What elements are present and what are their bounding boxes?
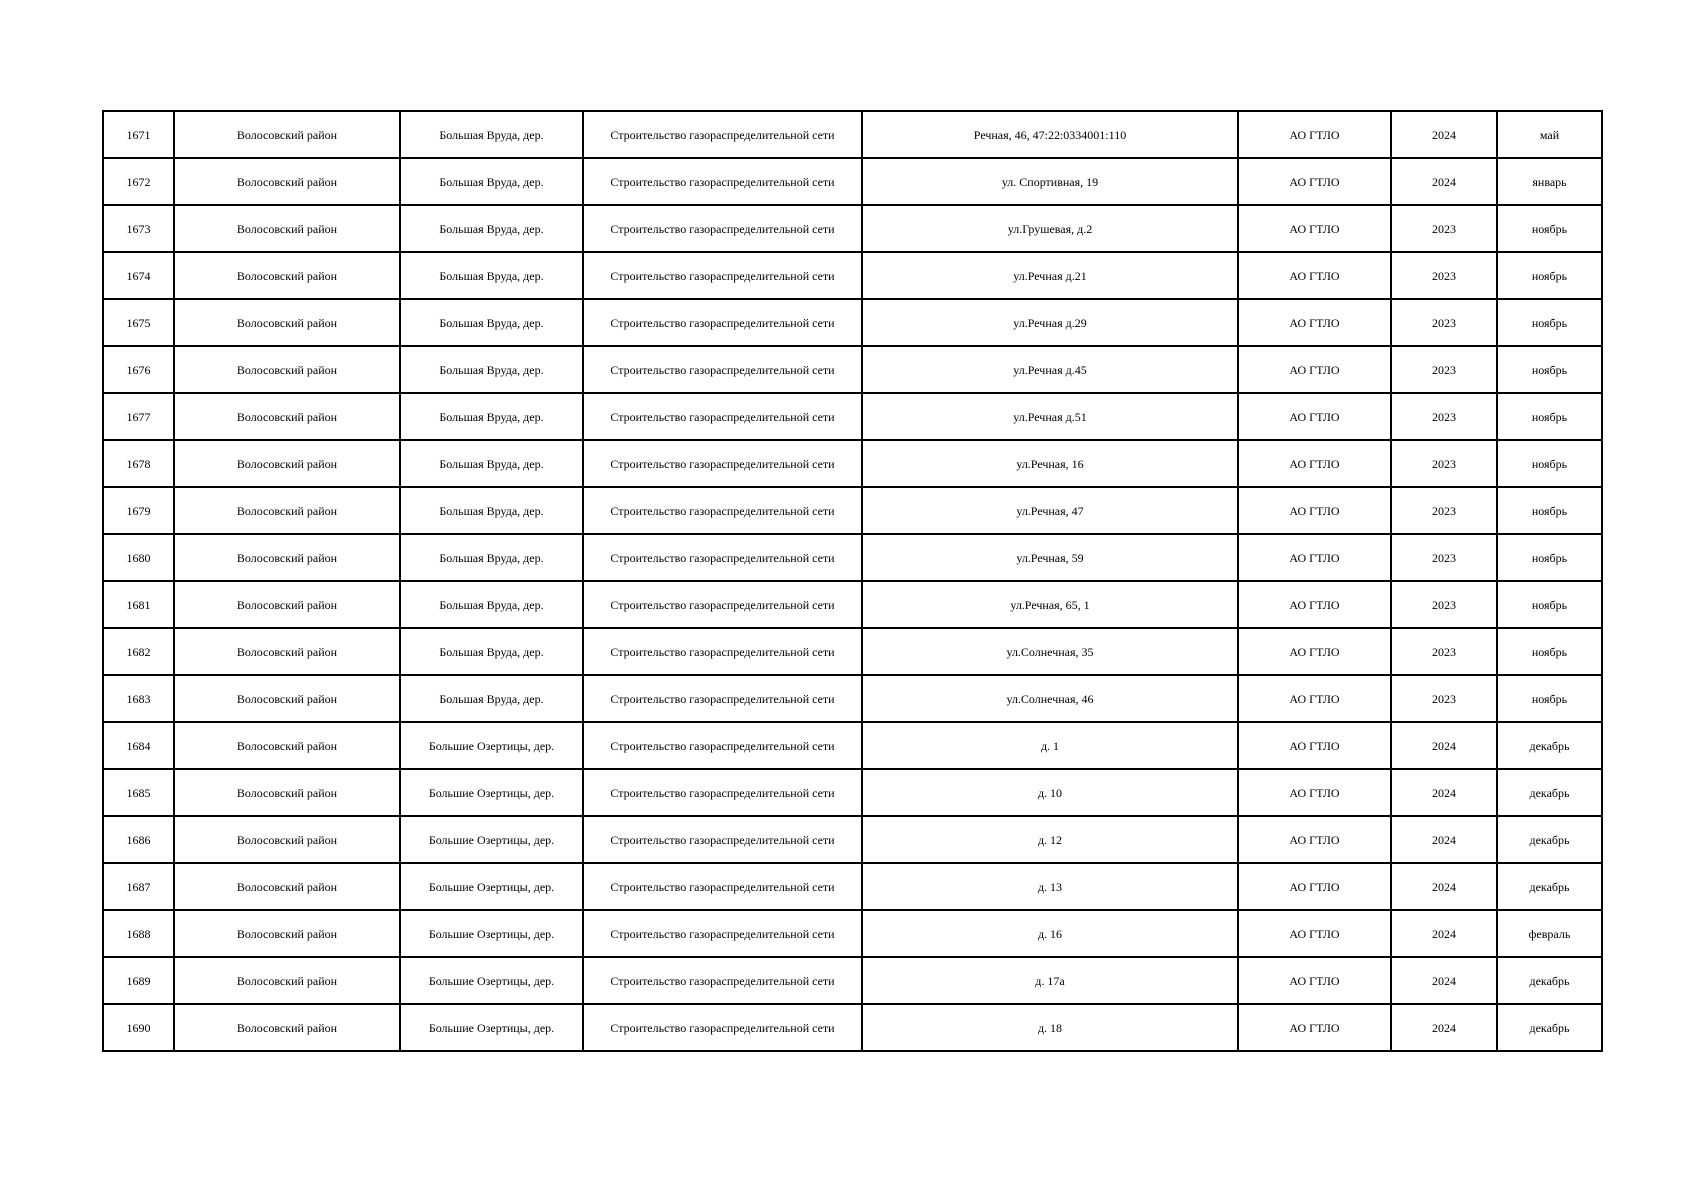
district-cell: Волосовский район <box>174 1004 400 1051</box>
month-cell: декабрь <box>1497 816 1602 863</box>
settlement-cell: Большие Озертицы, дер. <box>400 1004 583 1051</box>
table-row <box>103 440 1602 487</box>
row-number: 1683 <box>103 675 174 722</box>
work-type-cell: Строительство газораспределительной сети <box>583 769 862 816</box>
address-cell: ул.Солнечная, 35 <box>862 628 1238 675</box>
settlement-cell: Большая Вруда, дер. <box>400 534 583 581</box>
work-type-cell: Строительство газораспределительной сети <box>583 487 862 534</box>
month-cell: декабрь <box>1497 722 1602 769</box>
work-type-cell: Строительство газораспределительной сети <box>583 440 862 487</box>
work-type-cell: Строительство газораспределительной сети <box>583 252 862 299</box>
organization-cell: АО ГТЛО <box>1238 816 1391 863</box>
address-cell: д. 17а <box>862 957 1238 1004</box>
row-number: 1684 <box>103 722 174 769</box>
organization-cell: АО ГТЛО <box>1238 158 1391 205</box>
row-number: 1675 <box>103 299 174 346</box>
address-cell: ул.Речная, 65, 1 <box>862 581 1238 628</box>
address-cell: ул.Речная, 59 <box>862 534 1238 581</box>
month-cell: ноябрь <box>1497 393 1602 440</box>
table-row <box>103 675 1602 722</box>
work-type-cell: Строительство газораспределительной сети <box>583 863 862 910</box>
table-row <box>103 346 1602 393</box>
organization-cell: АО ГТЛО <box>1238 957 1391 1004</box>
row-number: 1682 <box>103 628 174 675</box>
table-row <box>103 816 1602 863</box>
month-cell: декабрь <box>1497 957 1602 1004</box>
district-cell: Волосовский район <box>174 675 400 722</box>
organization-cell: АО ГТЛО <box>1238 675 1391 722</box>
month-cell: ноябрь <box>1497 252 1602 299</box>
table-row <box>103 769 1602 816</box>
settlement-cell: Большие Озертицы, дер. <box>400 910 583 957</box>
work-type-cell: Строительство газораспределительной сети <box>583 205 862 252</box>
organization-cell: АО ГТЛО <box>1238 910 1391 957</box>
month-cell: декабрь <box>1497 863 1602 910</box>
month-cell: ноябрь <box>1497 534 1602 581</box>
row-number: 1685 <box>103 769 174 816</box>
district-cell: Волосовский район <box>174 252 400 299</box>
district-cell: Волосовский район <box>174 346 400 393</box>
year-cell: 2023 <box>1391 534 1497 581</box>
table-row <box>103 158 1602 205</box>
work-type-cell: Строительство газораспределительной сети <box>583 581 862 628</box>
year-cell: 2023 <box>1391 675 1497 722</box>
row-number: 1672 <box>103 158 174 205</box>
row-number: 1689 <box>103 957 174 1004</box>
year-cell: 2024 <box>1391 769 1497 816</box>
district-cell: Волосовский район <box>174 111 400 158</box>
table-body <box>103 111 1602 1051</box>
district-cell: Волосовский район <box>174 487 400 534</box>
district-cell: Волосовский район <box>174 769 400 816</box>
district-cell: Волосовский район <box>174 393 400 440</box>
row-number: 1677 <box>103 393 174 440</box>
row-number: 1686 <box>103 816 174 863</box>
year-cell: 2024 <box>1391 863 1497 910</box>
row-number: 1680 <box>103 534 174 581</box>
year-cell: 2023 <box>1391 487 1497 534</box>
month-cell: ноябрь <box>1497 346 1602 393</box>
year-cell: 2023 <box>1391 393 1497 440</box>
organization-cell: АО ГТЛО <box>1238 299 1391 346</box>
row-number: 1687 <box>103 863 174 910</box>
work-type-cell: Строительство газораспределительной сети <box>583 393 862 440</box>
district-cell: Волосовский район <box>174 957 400 1004</box>
year-cell: 2023 <box>1391 440 1497 487</box>
table-row <box>103 205 1602 252</box>
settlement-cell: Большая Вруда, дер. <box>400 393 583 440</box>
work-type-cell: Строительство газораспределительной сети <box>583 816 862 863</box>
settlement-cell: Большая Вруда, дер. <box>400 299 583 346</box>
month-cell: май <box>1497 111 1602 158</box>
month-cell: декабрь <box>1497 1004 1602 1051</box>
address-cell: ул.Солнечная, 46 <box>862 675 1238 722</box>
row-number: 1674 <box>103 252 174 299</box>
table-row <box>103 393 1602 440</box>
district-cell: Волосовский район <box>174 158 400 205</box>
settlement-cell: Большая Вруда, дер. <box>400 581 583 628</box>
settlement-cell: Большая Вруда, дер. <box>400 205 583 252</box>
work-type-cell: Строительство газораспределительной сети <box>583 158 862 205</box>
organization-cell: АО ГТЛО <box>1238 769 1391 816</box>
year-cell: 2023 <box>1391 205 1497 252</box>
settlement-cell: Большая Вруда, дер. <box>400 675 583 722</box>
work-type-cell: Строительство газораспределительной сети <box>583 910 862 957</box>
year-cell: 2024 <box>1391 111 1497 158</box>
row-number: 1676 <box>103 346 174 393</box>
work-type-cell: Строительство газораспределительной сети <box>583 628 862 675</box>
organization-cell: АО ГТЛО <box>1238 440 1391 487</box>
month-cell: ноябрь <box>1497 205 1602 252</box>
settlement-cell: Большая Вруда, дер. <box>400 158 583 205</box>
district-cell: Волосовский район <box>174 581 400 628</box>
district-cell: Волосовский район <box>174 722 400 769</box>
row-number: 1673 <box>103 205 174 252</box>
year-cell: 2023 <box>1391 581 1497 628</box>
table-row <box>103 628 1602 675</box>
address-cell: д. 10 <box>862 769 1238 816</box>
month-cell: февраль <box>1497 910 1602 957</box>
organization-cell: АО ГТЛО <box>1238 628 1391 675</box>
organization-cell: АО ГТЛО <box>1238 252 1391 299</box>
table-row <box>103 722 1602 769</box>
table-row <box>103 252 1602 299</box>
table-row <box>103 1004 1602 1051</box>
district-cell: Волосовский район <box>174 628 400 675</box>
table-row <box>103 910 1602 957</box>
table-row <box>103 957 1602 1004</box>
work-type-cell: Строительство газораспределительной сети <box>583 534 862 581</box>
row-number: 1671 <box>103 111 174 158</box>
address-cell: ул.Грушевая, д.2 <box>862 205 1238 252</box>
settlement-cell: Большие Озертицы, дер. <box>400 722 583 769</box>
year-cell: 2024 <box>1391 158 1497 205</box>
address-cell: ул.Речная д.45 <box>862 346 1238 393</box>
row-number: 1679 <box>103 487 174 534</box>
address-cell: д. 12 <box>862 816 1238 863</box>
settlement-cell: Большая Вруда, дер. <box>400 111 583 158</box>
district-cell: Волосовский район <box>174 534 400 581</box>
work-type-cell: Строительство газораспределительной сети <box>583 957 862 1004</box>
organization-cell: АО ГТЛО <box>1238 346 1391 393</box>
table-row <box>103 111 1602 158</box>
month-cell: ноябрь <box>1497 440 1602 487</box>
year-cell: 2024 <box>1391 957 1497 1004</box>
month-cell: ноябрь <box>1497 628 1602 675</box>
organization-cell: АО ГТЛО <box>1238 863 1391 910</box>
organization-cell: АО ГТЛО <box>1238 393 1391 440</box>
address-cell: д. 13 <box>862 863 1238 910</box>
year-cell: 2023 <box>1391 628 1497 675</box>
table-row <box>103 581 1602 628</box>
address-cell: ул.Речная д.51 <box>862 393 1238 440</box>
address-cell: ул.Речная д.29 <box>862 299 1238 346</box>
table-row <box>103 534 1602 581</box>
address-cell: Речная, 46, 47:22:0334001:110 <box>862 111 1238 158</box>
year-cell: 2023 <box>1391 252 1497 299</box>
settlement-cell: Большие Озертицы, дер. <box>400 863 583 910</box>
row-number: 1688 <box>103 910 174 957</box>
settlement-cell: Большие Озертицы, дер. <box>400 769 583 816</box>
year-cell: 2024 <box>1391 722 1497 769</box>
year-cell: 2024 <box>1391 910 1497 957</box>
address-cell: д. 1 <box>862 722 1238 769</box>
work-type-cell: Строительство газораспределительной сети <box>583 299 862 346</box>
month-cell: ноябрь <box>1497 299 1602 346</box>
address-cell: ул.Речная д.21 <box>862 252 1238 299</box>
district-cell: Волосовский район <box>174 816 400 863</box>
organization-cell: АО ГТЛО <box>1238 1004 1391 1051</box>
settlement-cell: Большая Вруда, дер. <box>400 628 583 675</box>
month-cell: ноябрь <box>1497 487 1602 534</box>
district-cell: Волосовский район <box>174 440 400 487</box>
work-type-cell: Строительство газораспределительной сети <box>583 111 862 158</box>
address-cell: ул. Спортивная, 19 <box>862 158 1238 205</box>
row-number: 1681 <box>103 581 174 628</box>
work-type-cell: Строительство газораспределительной сети <box>583 722 862 769</box>
address-cell: ул.Речная, 47 <box>862 487 1238 534</box>
year-cell: 2024 <box>1391 816 1497 863</box>
district-cell: Волосовский район <box>174 205 400 252</box>
month-cell: ноябрь <box>1497 581 1602 628</box>
month-cell: ноябрь <box>1497 675 1602 722</box>
gas-network-table <box>102 110 1603 1052</box>
address-cell: д. 16 <box>862 910 1238 957</box>
district-cell: Волосовский район <box>174 299 400 346</box>
row-number: 1678 <box>103 440 174 487</box>
month-cell: январь <box>1497 158 1602 205</box>
settlement-cell: Большие Озертицы, дер. <box>400 957 583 1004</box>
table-row <box>103 487 1602 534</box>
settlement-cell: Большая Вруда, дер. <box>400 252 583 299</box>
organization-cell: АО ГТЛО <box>1238 205 1391 252</box>
organization-cell: АО ГТЛО <box>1238 534 1391 581</box>
settlement-cell: Большая Вруда, дер. <box>400 487 583 534</box>
organization-cell: АО ГТЛО <box>1238 487 1391 534</box>
organization-cell: АО ГТЛО <box>1238 111 1391 158</box>
address-cell: д. 18 <box>862 1004 1238 1051</box>
settlement-cell: Большие Озертицы, дер. <box>400 816 583 863</box>
work-type-cell: Строительство газораспределительной сети <box>583 346 862 393</box>
table-row <box>103 299 1602 346</box>
year-cell: 2023 <box>1391 346 1497 393</box>
address-cell: ул.Речная, 16 <box>862 440 1238 487</box>
year-cell: 2023 <box>1391 299 1497 346</box>
settlement-cell: Большая Вруда, дер. <box>400 440 583 487</box>
work-type-cell: Строительство газораспределительной сети <box>583 675 862 722</box>
work-type-cell: Строительство газораспределительной сети <box>583 1004 862 1051</box>
settlement-cell: Большая Вруда, дер. <box>400 346 583 393</box>
table-row <box>103 863 1602 910</box>
district-cell: Волосовский район <box>174 863 400 910</box>
organization-cell: АО ГТЛО <box>1238 722 1391 769</box>
district-cell: Волосовский район <box>174 910 400 957</box>
row-number: 1690 <box>103 1004 174 1051</box>
month-cell: декабрь <box>1497 769 1602 816</box>
organization-cell: АО ГТЛО <box>1238 581 1391 628</box>
year-cell: 2024 <box>1391 1004 1497 1051</box>
